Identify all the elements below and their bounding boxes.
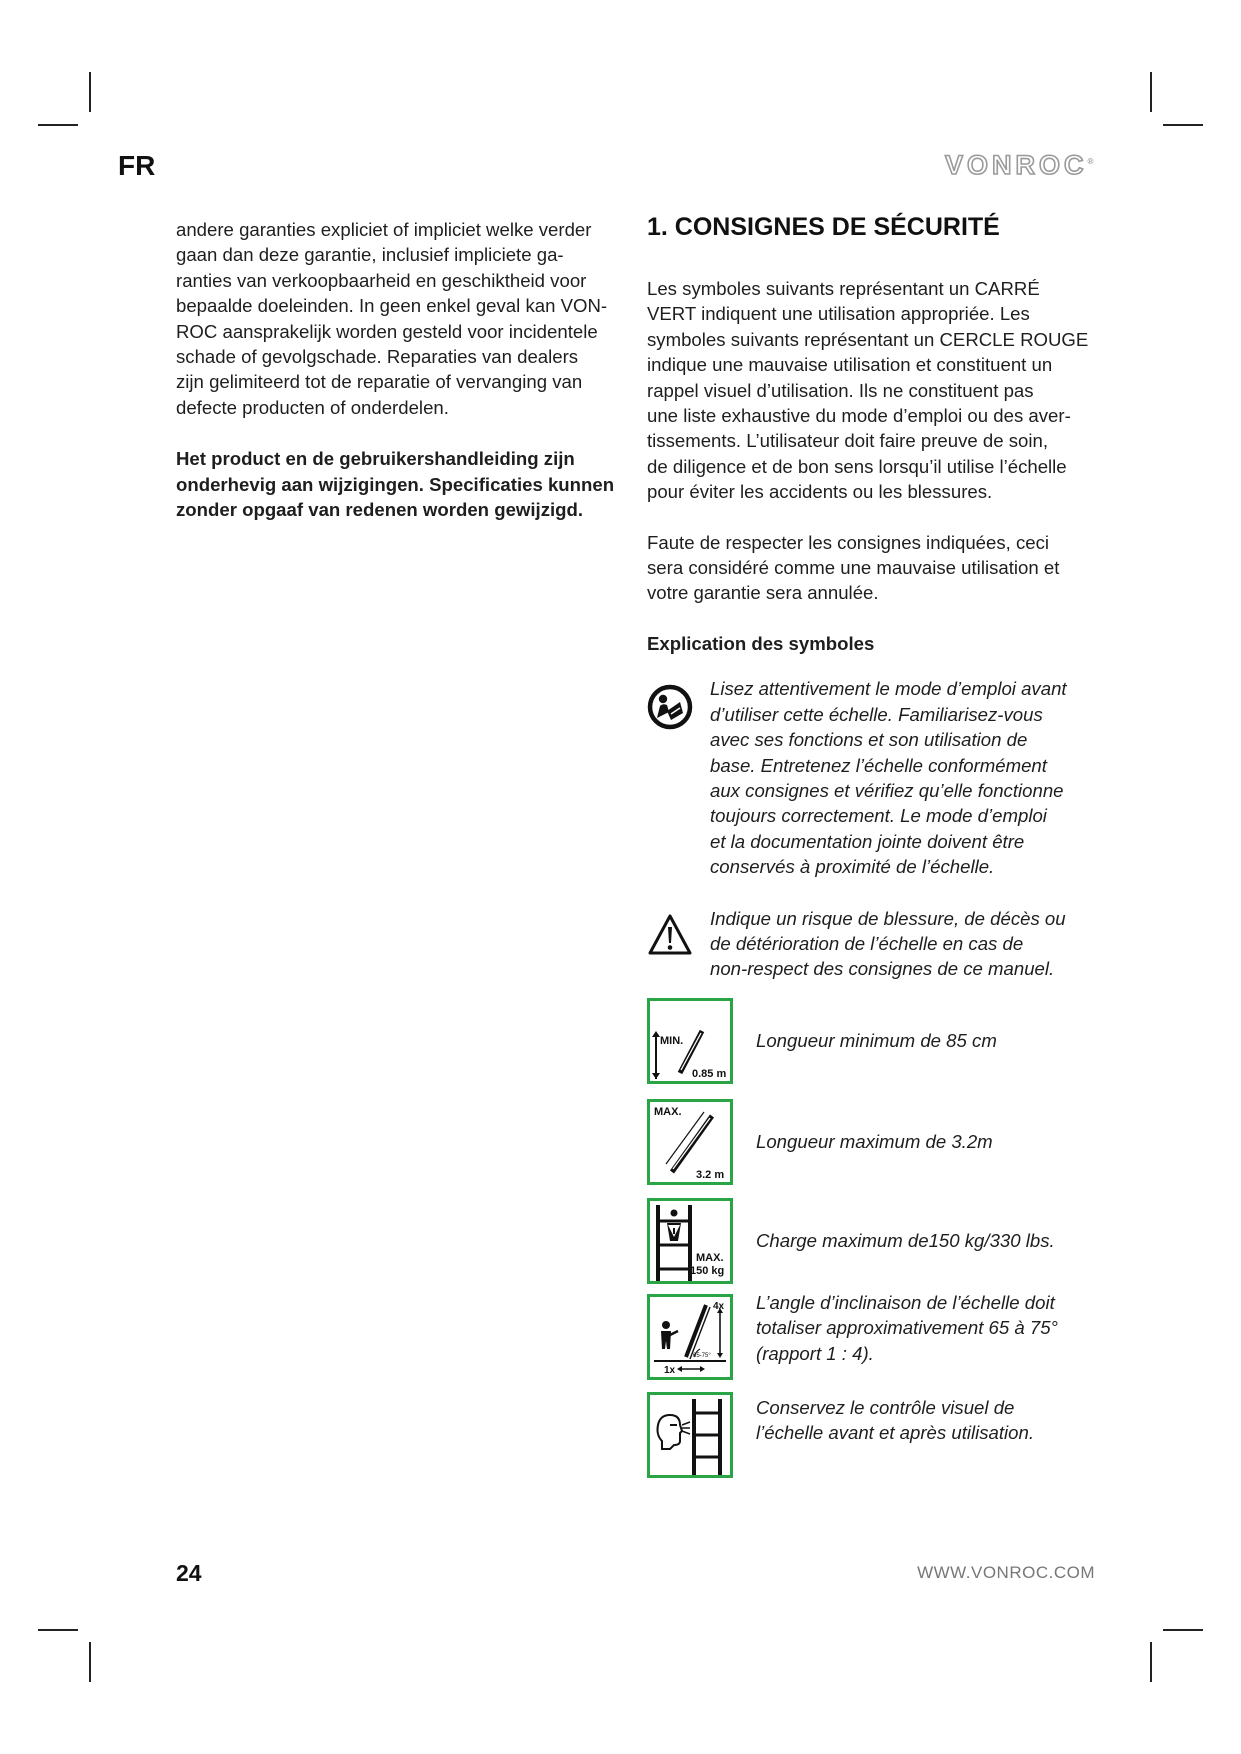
warranty-paragraph: andere garanties expliciet of impliciet welke verder gaan dan deze garantie, inclusief impliciete ga- ranties van verkoopbaarheid en geschiktheid voor bepaalde doeleinden. In geen enkel geval kan VON- ROC aansprakelijk worden gesteld voor incidentele schade of gevolgschade. Reparaties van dealers zijn gelimiteerd tot de reparatie of vervanging van defecte producten of onderdelen. bbox=[176, 219, 608, 418]
warning-triangle-icon bbox=[647, 906, 693, 964]
symbol-read-manual bbox=[647, 676, 1107, 879]
angle-range: 65-75° bbox=[693, 1353, 711, 1359]
max-length-text: Longueur maximum de 3.2m bbox=[756, 1131, 993, 1153]
crop-mark bbox=[38, 1629, 78, 1631]
ratio-vertical: 4x bbox=[713, 1301, 725, 1312]
symbol-visual-inspection bbox=[647, 1392, 1107, 1478]
crop-mark bbox=[1163, 1629, 1203, 1631]
language-label: FR bbox=[118, 150, 156, 181]
crop-mark bbox=[38, 124, 78, 126]
min-length-text: Longueur minimum de 85 cm bbox=[756, 1030, 997, 1052]
symbol-warning bbox=[647, 906, 1107, 982]
symbol-min-length bbox=[647, 998, 1107, 1084]
warranty-void-paragraph: Faute de respecter les consignes indiquées, ceci sera considéré comme une mauvaise utilisation et votre garantie sera annulée. bbox=[647, 531, 1060, 604]
crop-mark bbox=[1150, 72, 1152, 112]
min-value: 0.85 m bbox=[692, 1068, 727, 1080]
page-number: 24 bbox=[176, 1560, 202, 1586]
symbols-heading: Explication des symboles bbox=[647, 632, 875, 654]
load-value: 150 kg bbox=[690, 1265, 725, 1277]
max-value: 3.2 m bbox=[696, 1169, 725, 1181]
max-load-icon bbox=[647, 1198, 733, 1284]
angle-text: L’angle d’inclinaison de l’échelle doit totaliser approximativement 65 à 75° (rapport 1 : 4). bbox=[756, 1292, 1058, 1364]
min-label: MIN. bbox=[660, 1035, 684, 1047]
crop-mark bbox=[89, 72, 91, 112]
read-manual-text: Lisez attentivement le mode d’emploi avant d’utiliser cette échelle. Familiarisez-vous avec ses fonctions et son utilisation de base. Entretenez l’échelle conformément aux consignes et vérifiez qu’elle fonctionne toujours correctement. Le mode d’emploi et la documentation jointe doivent être conservés à proximité de l’échelle. bbox=[710, 678, 1067, 878]
min-length-icon bbox=[647, 998, 733, 1084]
brand-logo bbox=[945, 150, 1093, 181]
read-manual-icon bbox=[647, 676, 693, 736]
visual-inspection-icon bbox=[647, 1392, 733, 1478]
crop-mark bbox=[1163, 124, 1203, 126]
load-label: MAX. bbox=[696, 1252, 724, 1264]
max-label: MAX. bbox=[654, 1106, 682, 1118]
brand-mark: ® bbox=[1087, 157, 1094, 166]
visual-inspection-text: Conservez le contrôle visuel de l’échelle avant et après utilisation. bbox=[756, 1397, 1035, 1444]
symbol-max-length bbox=[647, 1099, 1107, 1185]
max-length-icon bbox=[647, 1099, 733, 1185]
angle-icon bbox=[647, 1294, 733, 1380]
crop-mark bbox=[1150, 1642, 1152, 1682]
changes-notice: Het product en de gebruikershandleiding zijn onderhevig aan wijzigingen. Specificaties kunnen zonder opgaaf van redenen worden gewijzigd. bbox=[176, 448, 615, 521]
symbol-max-load bbox=[647, 1198, 1107, 1284]
left-column bbox=[176, 217, 636, 548]
section-title: 1. CONSIGNES DE SÉCURITÉ bbox=[647, 213, 1000, 241]
intro-paragraph: Les symboles suivants représentant un CARRÉ VERT indiquent une utilisation appropriée. Les symboles suivants représentant un CERCLE ROUGE indique une mauvaise utilisation et constituent un rappel visuel d’utilisation. Ils ne constituent pas une liste exhaustive du mode d’emploi ou des aver- tissements. L’utilisateur doit faire preuve de soin, de diligence et de bon sens lorsqu’il utilise l’échelle pour éviter les accidents ou les blessures. bbox=[647, 278, 1089, 503]
max-load-text: Charge maximum de150 kg/330 lbs. bbox=[756, 1230, 1055, 1252]
ratio-horizontal: 1x bbox=[664, 1365, 676, 1376]
website-url: WWW.VONROC.COM bbox=[917, 1563, 1095, 1582]
brand-name: VONROC bbox=[945, 150, 1088, 180]
warning-text: Indique un risque de blessure, de décès ou de détérioration de l’échelle en cas de non-respect des consignes de ce manuel. bbox=[710, 907, 1066, 980]
right-column bbox=[647, 212, 1107, 982]
crop-mark bbox=[89, 1642, 91, 1682]
symbol-angle bbox=[647, 1290, 1107, 1380]
